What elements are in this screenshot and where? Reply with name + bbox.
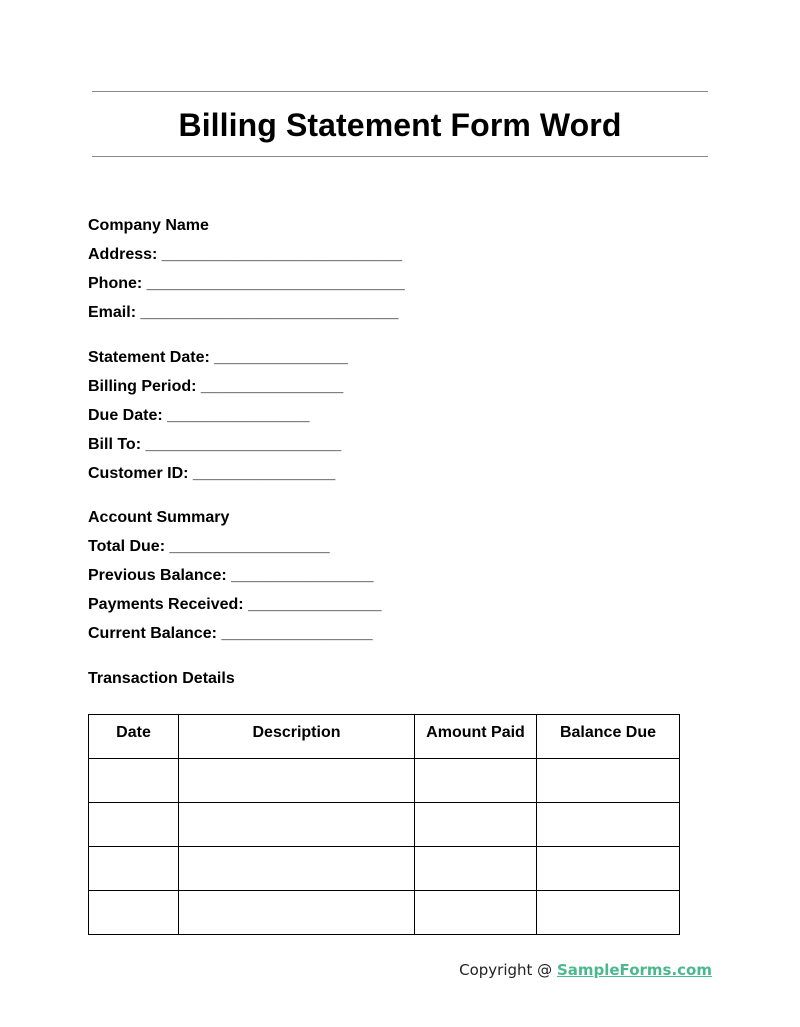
table-header-row [89, 715, 680, 759]
table-cell[interactable] [179, 759, 415, 803]
table-cell[interactable] [537, 759, 680, 803]
page-title: Billing Statement Form Word [178, 107, 622, 143]
bill-to-field: Bill To: ______________________ [88, 436, 342, 453]
table-cell[interactable] [89, 891, 179, 935]
address-field: Address: ___________________________ [88, 246, 403, 263]
payments-received-field: Payments Received: _______________ [88, 596, 382, 613]
table-cell[interactable] [537, 803, 680, 847]
email-field: Email: _____________________________ [88, 304, 399, 321]
table-cell[interactable] [537, 847, 680, 891]
statement-date-field: Statement Date: _______________ [88, 349, 348, 366]
table-cell[interactable] [179, 803, 415, 847]
table-cell[interactable] [89, 847, 179, 891]
table-row [89, 759, 680, 803]
column-header-description: Description [179, 715, 415, 759]
current-balance-field: Current Balance: _________________ [88, 625, 373, 642]
transaction-details-heading: Transaction Details [88, 670, 235, 687]
phone-field: Phone: _____________________________ [88, 275, 405, 292]
table-cell[interactable] [415, 891, 537, 935]
copyright-footer [459, 960, 712, 980]
company-name-heading: Company Name [88, 217, 209, 234]
sampleforms-link[interactable]: SampleForms.com [556, 961, 712, 979]
previous-balance-field: Previous Balance: ________________ [88, 567, 374, 584]
customer-id-field: Customer ID: ________________ [88, 465, 336, 482]
table-cell[interactable] [89, 803, 179, 847]
table-row [89, 891, 680, 935]
table-cell[interactable] [89, 759, 179, 803]
column-header-balance-due: Balance Due [537, 715, 680, 759]
table-cell[interactable] [179, 847, 415, 891]
table-cell[interactable] [415, 759, 537, 803]
column-header-date: Date [89, 715, 179, 759]
account-summary-heading: Account Summary [88, 509, 230, 526]
column-header-amount-paid: Amount Paid [415, 715, 537, 759]
table-cell[interactable] [179, 891, 415, 935]
title-top-rule [92, 91, 708, 92]
due-date-field: Due Date: ________________ [88, 407, 310, 424]
total-due-field: Total Due: __________________ [88, 538, 330, 555]
table-cell[interactable] [415, 847, 537, 891]
table-row [89, 803, 680, 847]
table-cell[interactable] [537, 891, 680, 935]
transaction-table [88, 714, 680, 935]
table-row [89, 847, 680, 891]
title-bottom-rule [92, 156, 708, 157]
copyright-text: Copyright @ [459, 961, 557, 979]
billing-period-field: Billing Period: ________________ [88, 378, 344, 395]
table-cell[interactable] [415, 803, 537, 847]
